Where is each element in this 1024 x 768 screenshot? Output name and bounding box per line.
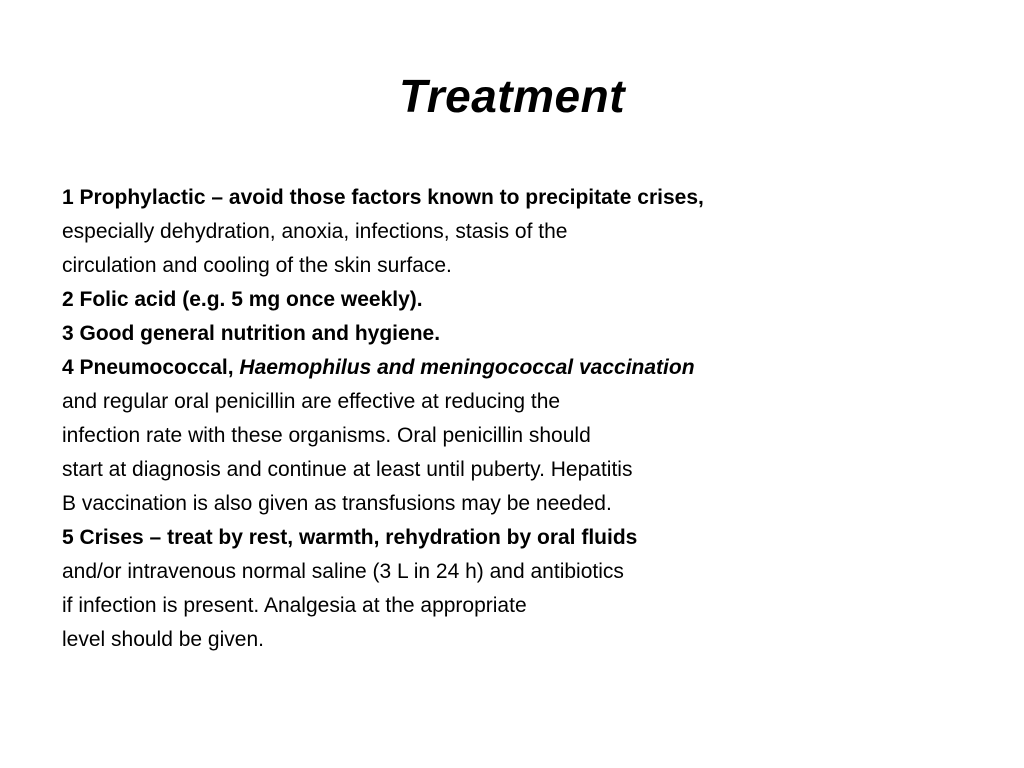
item-4-lead: 4 Pneumococcal, bbox=[62, 356, 240, 379]
item-1-line-1: 1 Prophylactic – avoid those factors known to precipitate crises, bbox=[62, 186, 704, 209]
item-5-line-2: and/or intravenous normal saline (3 L in 24 h) and antibiotics bbox=[62, 560, 624, 583]
item-4-vaccines: Haemophilus and meningococcal vaccination bbox=[239, 356, 695, 379]
item-4-line-3: infection rate with these organisms. Oral penicillin should bbox=[62, 424, 591, 447]
item-1-line-2: especially dehydration, anoxia, infections, stasis of the bbox=[62, 220, 568, 243]
item-4-line-4: start at diagnosis and continue at least until puberty. Hepatitis bbox=[62, 458, 633, 481]
item-2-line-1: 2 Folic acid (e.g. 5 mg once weekly). bbox=[62, 288, 423, 311]
item-1-line-3: circulation and cooling of the skin surface. bbox=[62, 254, 452, 277]
item-4-line-2: and regular oral penicillin are effective at reducing the bbox=[62, 390, 561, 413]
item-5-line-1: 5 Crises – treat by rest, warmth, rehydration by oral fluids bbox=[62, 526, 638, 549]
item-3-line-1: 3 Good general nutrition and hygiene. bbox=[62, 322, 441, 345]
item-4-line-5: B vaccination is also given as transfusions may be needed. bbox=[62, 492, 612, 515]
item-5-line-4: level should be given. bbox=[62, 628, 264, 651]
item-5-line-3: if infection is present. Analgesia at the appropriate bbox=[62, 594, 527, 617]
slide-title: Treatment bbox=[398, 70, 626, 122]
item-4-line-1 bbox=[62, 351, 1002, 385]
slide-body bbox=[62, 181, 1002, 657]
